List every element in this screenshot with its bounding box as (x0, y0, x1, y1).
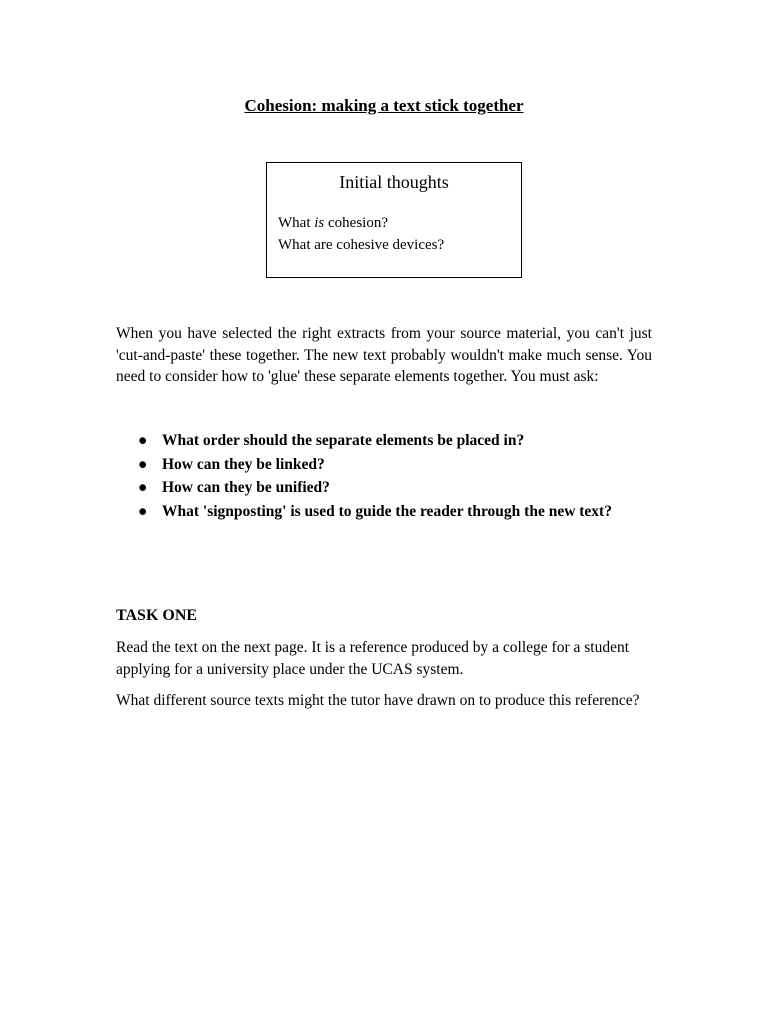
task-one-heading: TASK ONE (116, 607, 198, 624)
initial-thoughts-questions (278, 212, 444, 256)
question-list (116, 430, 652, 524)
page-title: Cohesion: making a text stick together (244, 96, 524, 115)
question-text: How can they be unified? (162, 479, 330, 496)
bullet-icon: ● (138, 479, 148, 496)
list-item (116, 454, 652, 476)
initial-thoughts-box (266, 162, 522, 278)
list-item (116, 477, 652, 499)
intro-paragraph: When you have selected the right extracts from your source material, you can't just 'cut-and-paste' these together. The new text probably wouldn't make much sense. You need to consider how to 'glue' these separate elements together. You must ask: (116, 325, 652, 385)
task-paragraph-1: Read the text on the next page. It is a reference produced by a college for a student applying for a university place under the UCAS system. (116, 639, 630, 678)
bullet-icon: ● (138, 432, 148, 449)
task-paragraph-2: What different source texts might the tutor have drawn on to produce this reference? (116, 692, 640, 709)
question-text: What order should the separate elements be placed in? (162, 432, 525, 449)
question-text: What 'signposting' is used to guide the reader through the new text? (162, 502, 612, 520)
list-item (116, 430, 652, 452)
thought-question-2: What are cohesive devices? (278, 237, 445, 253)
bullet-icon: ● (138, 455, 148, 473)
question-text: How can they be linked? (162, 455, 325, 473)
thought-question-1 (278, 212, 444, 234)
thought-question-1-suffix: cohesion? (324, 215, 388, 231)
initial-thoughts-heading: Initial thoughts (339, 172, 449, 192)
bullet-icon: ● (138, 502, 148, 520)
thought-question-1-prefix: What (278, 215, 315, 231)
list-item (116, 501, 652, 523)
thought-question-1-emphasis: is (314, 215, 325, 231)
